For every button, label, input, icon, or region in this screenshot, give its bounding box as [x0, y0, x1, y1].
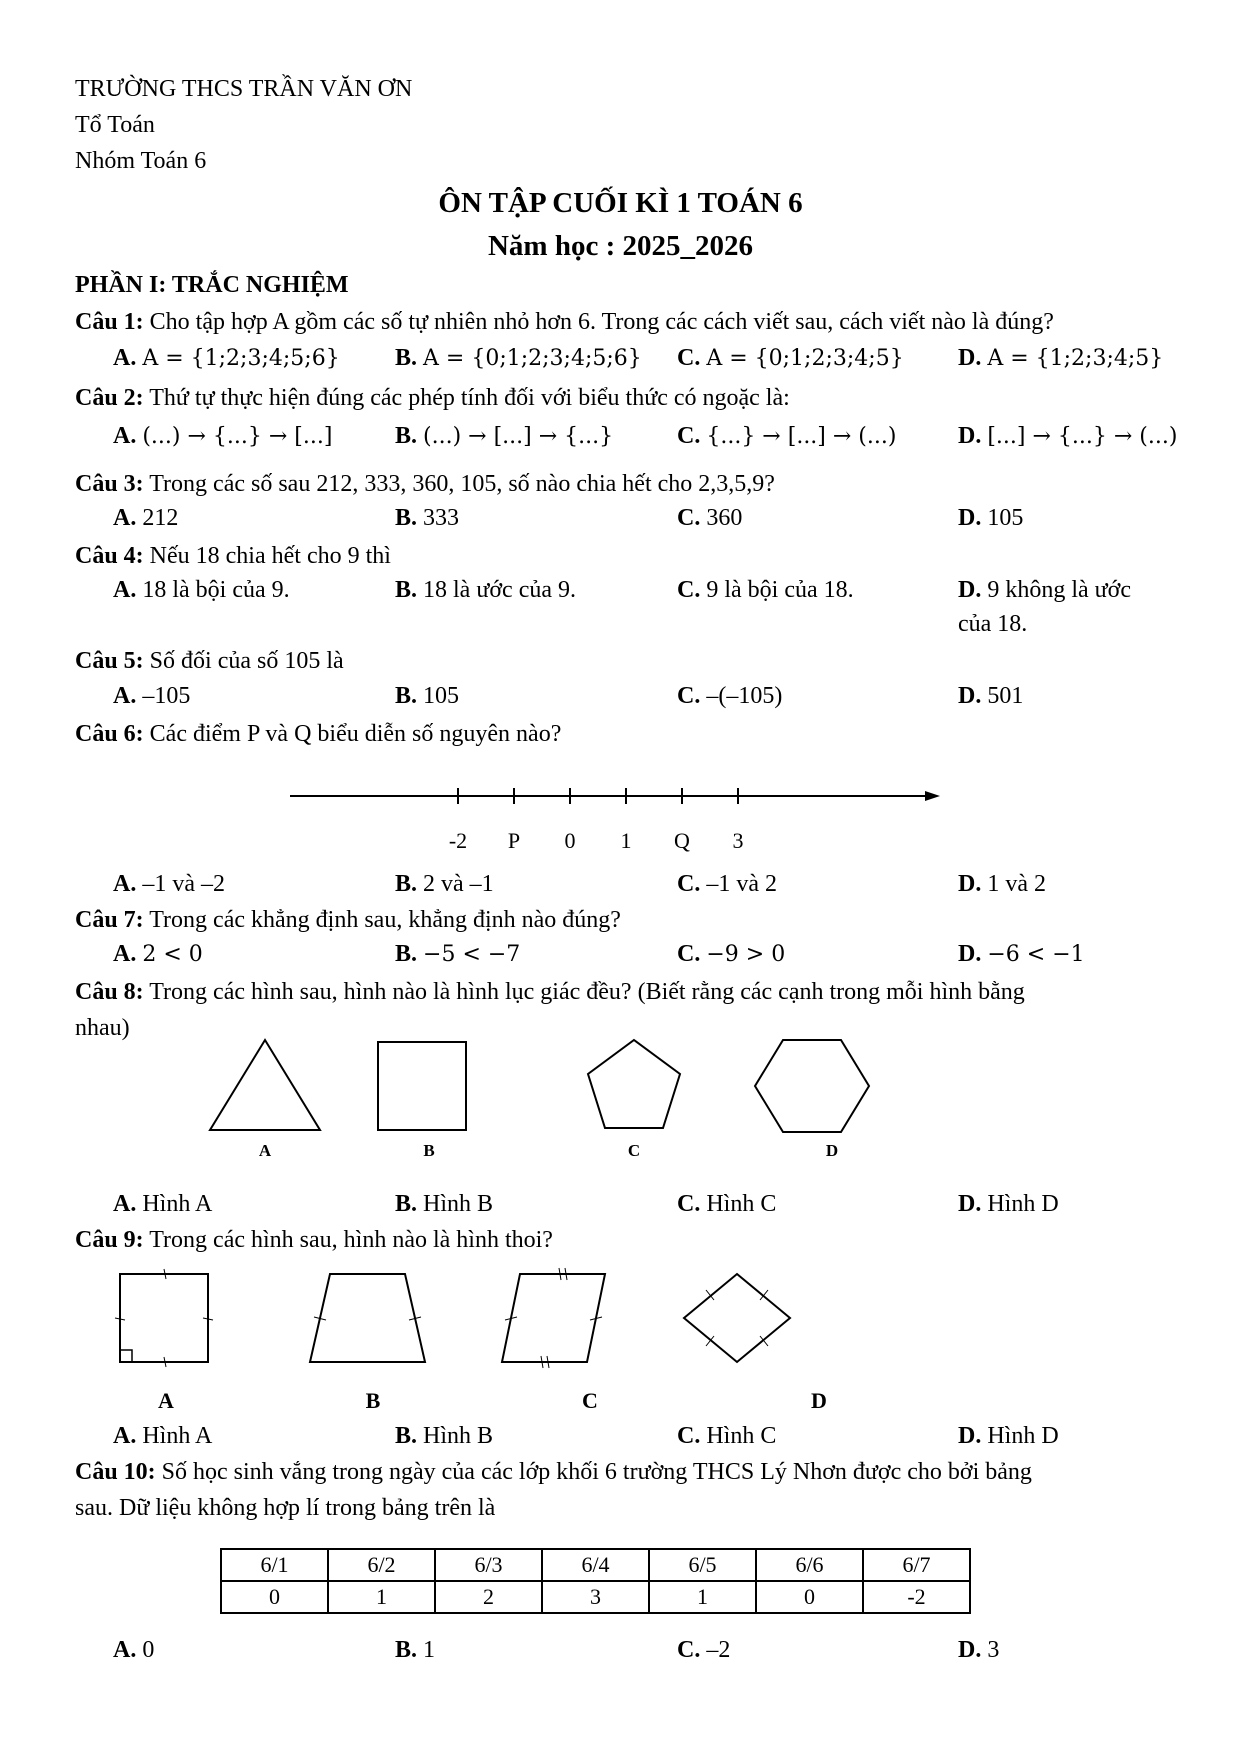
- square-shape: [120, 1274, 208, 1362]
- q1-option-a: A. A = {1;2;3;4;5;6}: [113, 345, 340, 371]
- q8-option-b: B. Hình B: [395, 1191, 494, 1217]
- question-8: Câu 8: Trong các hình sau, hình nào là hình lục giác đều? (Biết rằng các cạnh trong mỗi hình bằng: [75, 979, 1025, 1005]
- q4-option-d: D. 9 không là ước: [958, 577, 1132, 603]
- q10-option-a: A. 0: [113, 1637, 155, 1663]
- department: Tổ Toán: [75, 112, 155, 138]
- q3-option-b: B. 333: [395, 505, 460, 531]
- arrow-head-icon: [925, 791, 940, 801]
- q6-option-c: C. –1 và 2: [677, 871, 777, 897]
- q10-option-b: B. 1: [395, 1637, 436, 1663]
- q5-option-d: D. 501: [958, 683, 1024, 709]
- question-2: Câu 2: Thứ tự thực hiện đúng các phép tính đối với biểu thức có ngoặc là:: [75, 385, 790, 411]
- right-angle-mark: [120, 1350, 132, 1362]
- table-header-cell: 6/6: [756, 1549, 863, 1581]
- q4-option-c: C. 9 là bội của 18.: [677, 577, 854, 603]
- question-10-continued: sau. Dữ liệu không hợp lí trong bảng trên là: [75, 1495, 496, 1521]
- q1-option-c: C. A = {0;1;2;3;4;5}: [677, 345, 904, 371]
- question-10: Câu 10: Số học sinh vắng trong ngày của các lớp khối 6 trường THCS Lý Nhơn được cho bởi bảng: [75, 1459, 1032, 1485]
- q9-option-c: C. Hình C: [677, 1423, 777, 1449]
- subgroup: Nhóm Toán 6: [75, 148, 207, 174]
- question-9: Câu 9: Trong các hình sau, hình nào là hình thoi?: [75, 1227, 553, 1253]
- q1-option-b: B. A = {0;1;2;3;4;5;6}: [395, 345, 642, 371]
- table-cell: 1: [649, 1581, 756, 1613]
- shape-label: B: [423, 1141, 435, 1160]
- q4-option-a: A. 18 là bội của 9.: [113, 577, 290, 603]
- q5-option-a: A. –105: [113, 683, 191, 709]
- trapezoid-shape: [310, 1274, 425, 1362]
- table-header-cell: 6/2: [328, 1549, 435, 1581]
- question-3: Câu 3: Trong các số sau 212, 333, 360, 105, số nào chia hết cho 2,3,5,9?: [75, 471, 775, 497]
- q3-option-a: A. 212: [113, 505, 179, 531]
- shape-label: D: [825, 1141, 839, 1160]
- q7-option-c: C. −9 > 0: [677, 941, 786, 967]
- q3-option-c: C. 360: [677, 505, 743, 531]
- school-year: Năm học : 2025_2026: [487, 230, 753, 262]
- tick-label-p: P: [507, 828, 521, 853]
- shape-label: D: [811, 1388, 827, 1412]
- shape-label: A: [158, 1388, 174, 1412]
- q6-option-d: D. 1 và 2: [958, 871, 1046, 897]
- q5-option-c: C. –(–105): [677, 683, 783, 709]
- q4-option-d-continued: của 18.: [958, 611, 1028, 637]
- shape-label: B: [365, 1388, 381, 1412]
- tick-label: 1: [620, 828, 632, 853]
- q9-option-b: B. Hình B: [395, 1423, 494, 1449]
- q6-option-b: B. 2 và –1: [395, 871, 494, 897]
- q10-option-c: C. –2: [677, 1637, 731, 1663]
- q9-option-a: A. Hình A: [113, 1423, 213, 1449]
- q4-option-b: B. 18 là ước của 9.: [395, 577, 576, 603]
- q7-option-a: A. 2 < 0: [113, 941, 203, 967]
- parallelogram-shape: [502, 1274, 605, 1362]
- question-4: Câu 4: Nếu 18 chia hết cho 9 thì: [75, 543, 391, 569]
- quadrilateral-shapes-figure: [100, 1262, 900, 1412]
- table-cell: -2: [863, 1581, 970, 1613]
- question-text: Cho tập hợp A gồm các số tự nhiên nhỏ hơn 6. Trong các cách viết sau, cách viết nào là đúng?: [143, 309, 1054, 335]
- q2-option-d: D. [...] → {...} → (...): [958, 423, 1178, 449]
- page-title: ÔN TẬP CUỐI KÌ 1 TOÁN 6: [438, 187, 803, 219]
- question-1: [75, 304, 1175, 340]
- table-header-cell: 6/1: [221, 1549, 328, 1581]
- question-label: Câu 1:: [75, 309, 144, 335]
- shape-label: C: [627, 1141, 641, 1160]
- q2-option-b: B. (...) → [...] → {...}: [395, 423, 614, 449]
- question-5: Câu 5: Số đối của số 105 là: [75, 648, 344, 674]
- q6-option-a: A. –1 và –2: [113, 871, 225, 897]
- table-cell: 1: [328, 1581, 435, 1613]
- question-6: Câu 6: Các điểm P và Q biểu diễn số nguyên nào?: [75, 721, 562, 747]
- shape-label: C: [582, 1388, 598, 1412]
- school-name: TRƯỜNG THCS TRẦN VĂN ƠN: [75, 76, 413, 102]
- q10-option-d: D. 3: [958, 1637, 1000, 1663]
- table-cell: 0: [221, 1581, 328, 1613]
- absence-table: [220, 1548, 971, 1614]
- table-header-cell: 6/3: [435, 1549, 542, 1581]
- table-header-cell: 6/7: [863, 1549, 970, 1581]
- polygon-shapes-figure: [180, 1030, 920, 1160]
- q9-option-d: D. Hình D: [958, 1423, 1059, 1449]
- q8-option-c: C. Hình C: [677, 1191, 777, 1217]
- table-row: [221, 1581, 970, 1613]
- q8-option-d: D. Hình D: [958, 1191, 1059, 1217]
- rhombus-shape: [684, 1274, 790, 1362]
- section-heading: PHẦN I: TRẮC NGHIỆM: [75, 272, 349, 298]
- number-line-figure: [280, 780, 950, 860]
- q2-option-a: A. (...) → {...} → [...]: [113, 423, 333, 449]
- q7-option-b: B. −5 < −7: [395, 941, 521, 967]
- q7-option-d: D. −6 < −1: [958, 941, 1085, 967]
- square-shape: [378, 1042, 466, 1130]
- table-cell: 0: [756, 1581, 863, 1613]
- tick-label-q: Q: [674, 828, 690, 853]
- pentagon-shape: [588, 1040, 680, 1128]
- question-7: Câu 7: Trong các khẳng định sau, khẳng định nào đúng?: [75, 907, 621, 933]
- table-header-cell: 6/5: [649, 1549, 756, 1581]
- shape-label: A: [258, 1141, 272, 1160]
- triangle-shape: [210, 1040, 320, 1130]
- table-cell: 2: [435, 1581, 542, 1613]
- q5-option-b: B. 105: [395, 683, 460, 709]
- q1-option-d: D. A = {1;2;3;4;5}: [958, 345, 1164, 371]
- table-header-cell: 6/4: [542, 1549, 649, 1581]
- q3-option-d: D. 105: [958, 505, 1024, 531]
- table-cell: 3: [542, 1581, 649, 1613]
- tick-label: 3: [732, 828, 744, 853]
- table-header-row: [221, 1549, 970, 1581]
- tick-label: -2: [448, 828, 468, 853]
- question-8-continued: nhau): [75, 1015, 130, 1041]
- q2-option-c: C. {...} → [...] → (...): [677, 423, 897, 449]
- hexagon-shape: [755, 1040, 869, 1132]
- q8-option-a: A. Hình A: [113, 1191, 213, 1217]
- tick-label: 0: [564, 828, 576, 853]
